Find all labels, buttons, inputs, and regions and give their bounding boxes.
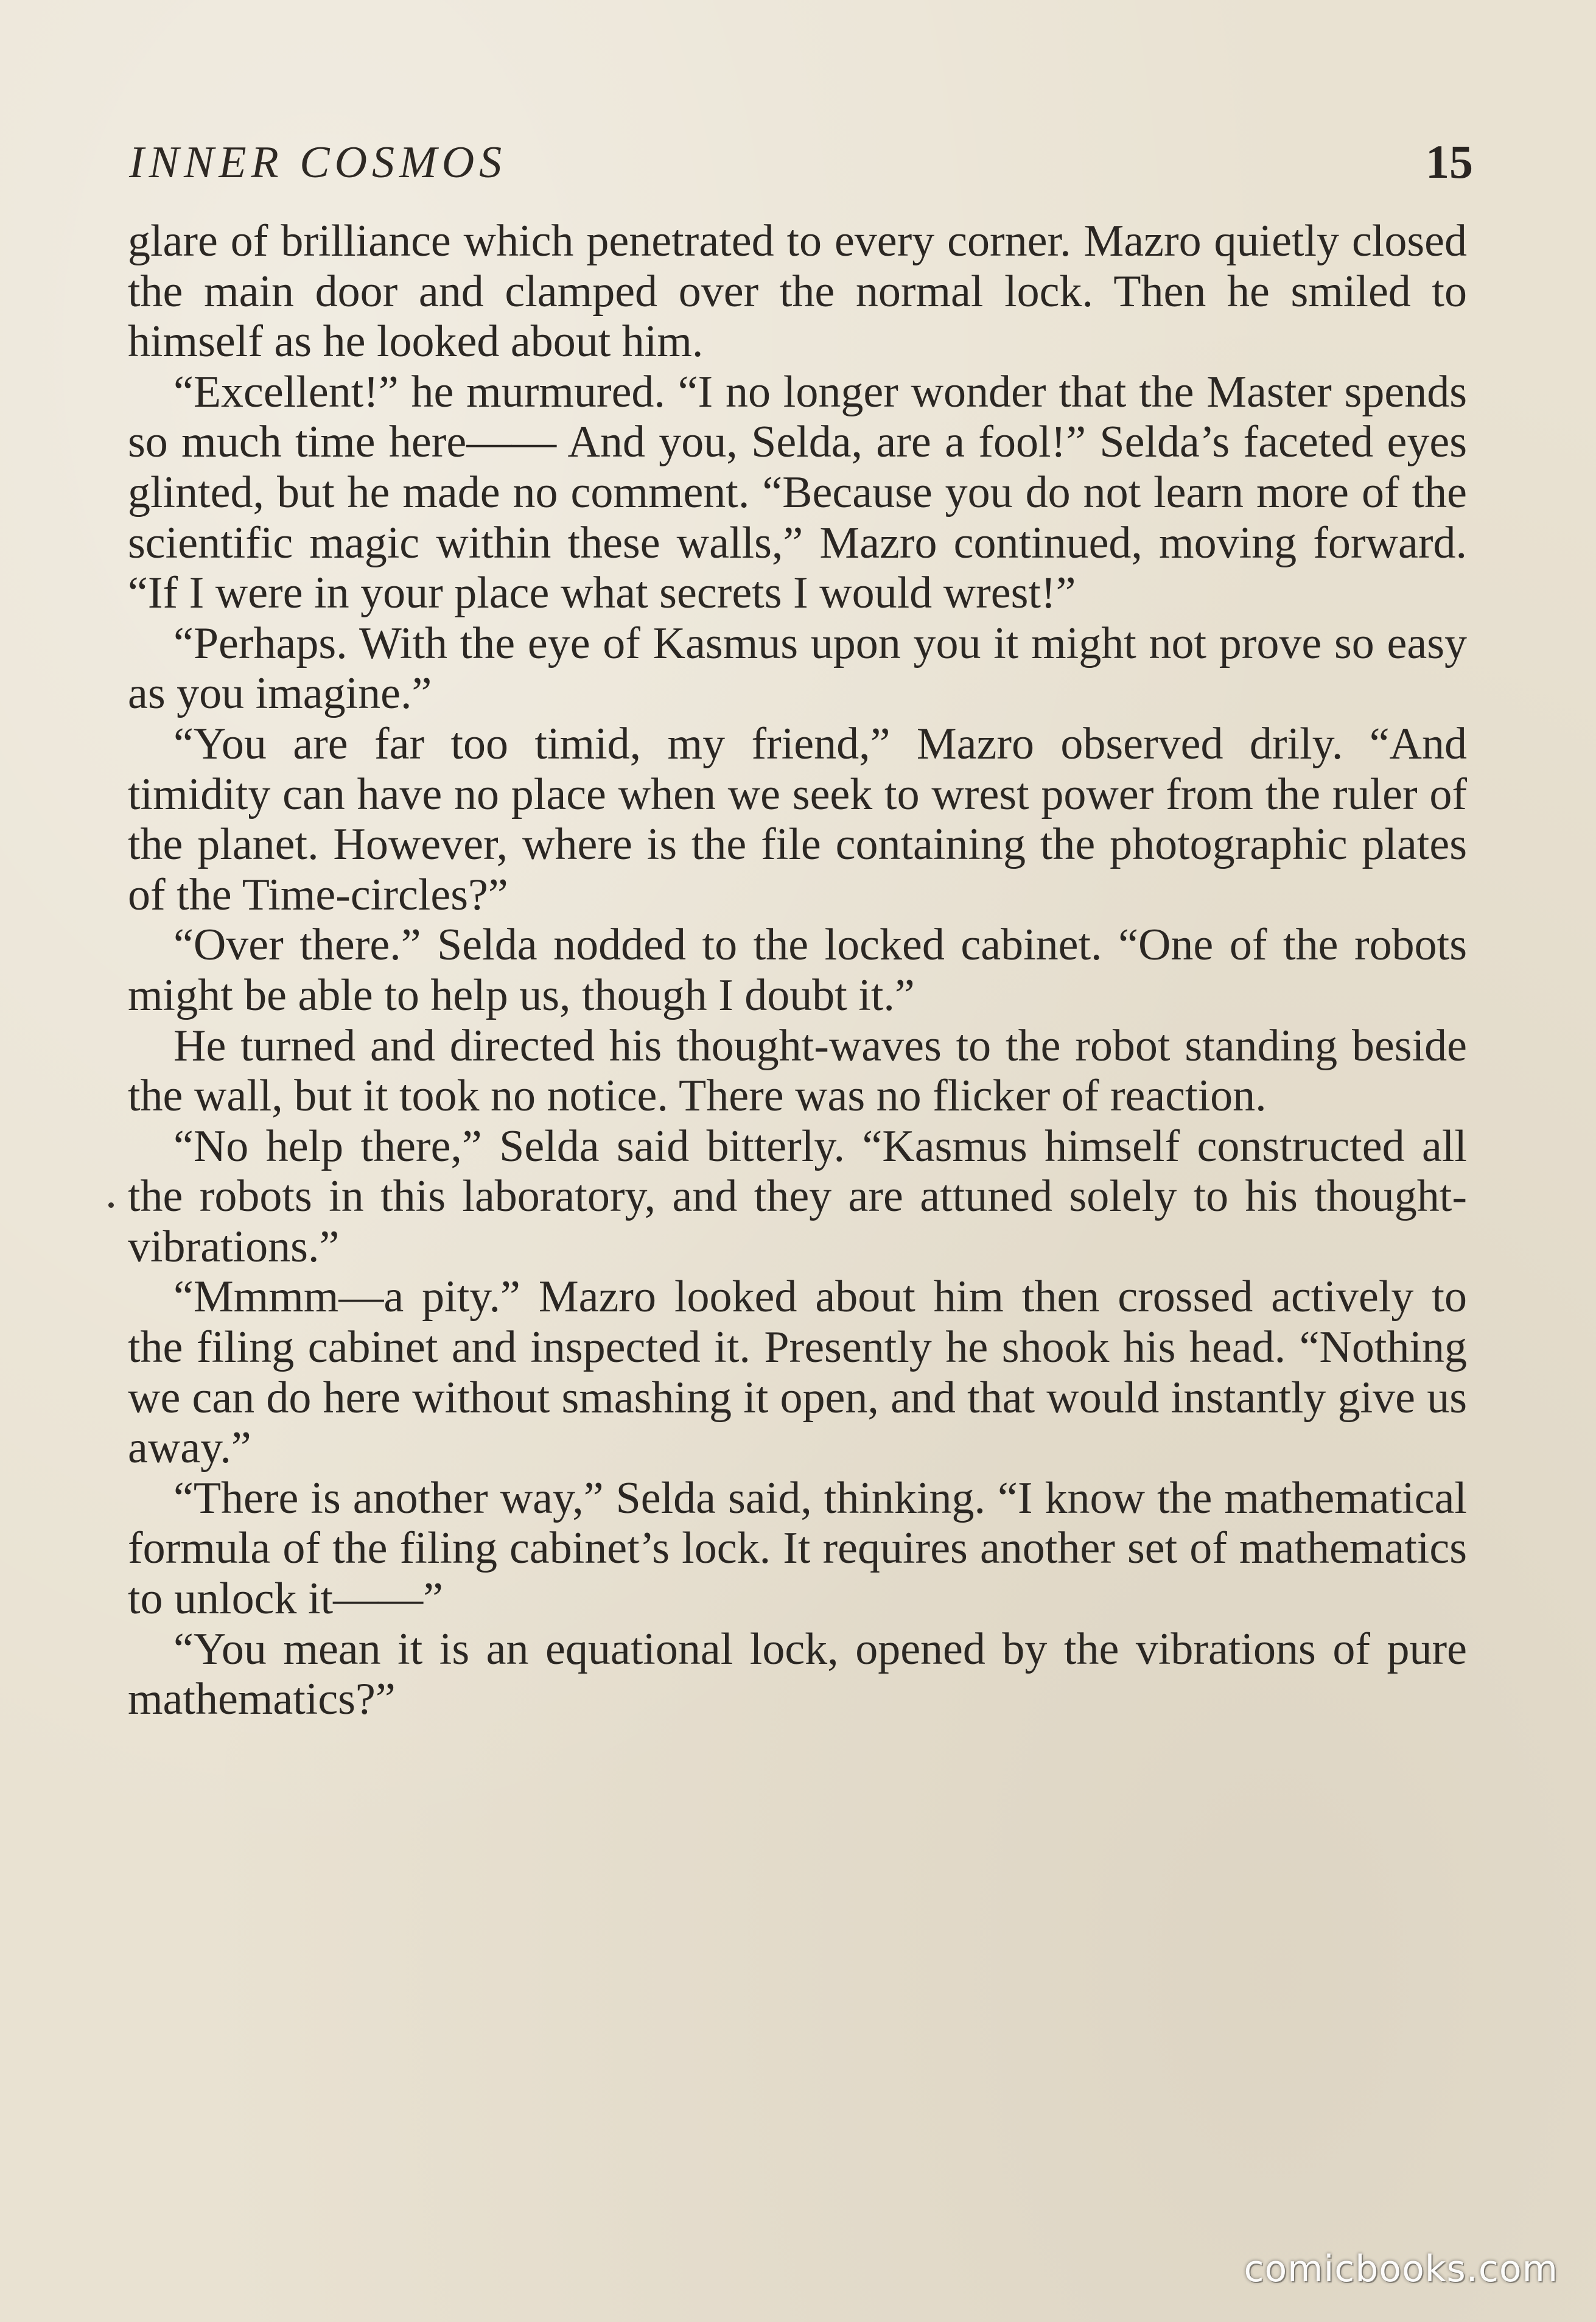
watermark: comicbooks.com (1244, 2248, 1558, 2290)
page-number: 15 (1426, 135, 1473, 188)
running-head (128, 131, 1473, 216)
book-page (128, 131, 1473, 2213)
paragraph: glare of brilliance which penetrated to every corner. Mazro quietly closed the main door and clamped over the normal lock. Then he smiled to himself as he looked about him. (128, 216, 1467, 367)
paper-speck (108, 1202, 114, 1208)
paragraph: “Perhaps. With the eye of Kasmus upon you it might not prove so easy as you imagine.” (128, 618, 1467, 719)
paragraph: “You mean it is an equational lock, opened by the vibrations of pure mathematics?” (128, 1624, 1467, 1725)
paragraph: “No help there,” Selda said bitterly. “Kasmus himself constructed all the robots in this laboratory, and they are attuned solely to his thought-vibrations.” (128, 1121, 1467, 1272)
paragraph: “You are far too timid, my friend,” Mazro observed drily. “And timidity can have no place when we seek to wrest power from the ruler of the planet. However, where is the file containing the photographic plates of the Time-circles?” (128, 718, 1467, 920)
paragraph: “Mmmm—a pity.” Mazro looked about him then crossed actively to the filing cabinet and inspected it. Presently he shook his head. “Nothing we can do here without smashing it open, and that would instantly give us away.” (128, 1272, 1467, 1473)
paragraph: “There is another way,” Selda said, thinking. “I know the mathematical formula of the filing cabinet’s lock. It requires another set of mathematics to unlock it——” (128, 1473, 1467, 1624)
paragraph: “Over there.” Selda nodded to the locked cabinet. “One of the robots might be able to help us, though I doubt it.” (128, 920, 1467, 1020)
running-title: INNER COSMOS (129, 138, 507, 188)
body-text (128, 216, 1467, 1725)
paragraph: He turned and directed his thought-waves to the robot standing beside the wall, but it took no notice. There was no flicker of reaction. (128, 1020, 1467, 1121)
paragraph: “Excellent!” he murmured. “I no longer wonder that the Master spends so much time here—— And you, Selda, are a fool!” Selda’s faceted eyes glinted, but he made no comment. “Because you do not learn more of the scientific magic within these walls,” Mazro continued, moving forward. “If I were in your place what secrets I would wrest!” (128, 367, 1467, 619)
